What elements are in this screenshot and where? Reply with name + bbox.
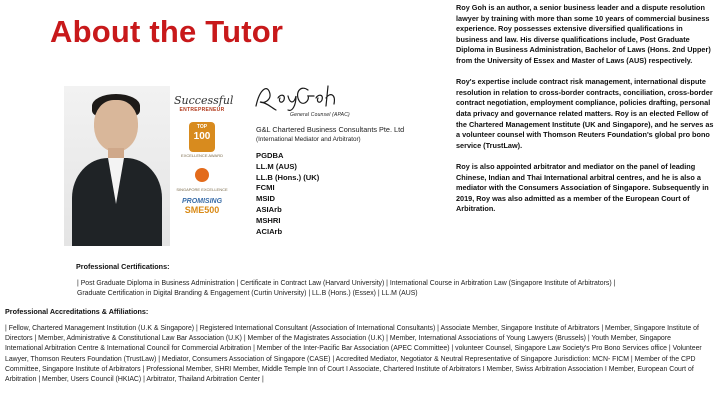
tutor-photo — [64, 86, 170, 246]
company-name: G&L Chartered Business Consultants Pte. Ltd — [256, 125, 405, 134]
bio-paragraph: Roy is also appointed arbitrator and mediator on the panel of leading Chinese, Indian and Thai International arbitral centres, and he is also a mediator with the Consumers Association of Singapore. Subsequently in 2019, Roy was also admitted as a member of the European Court of Arbitration. — [456, 161, 709, 214]
qualification-item: MSHRI — [256, 215, 281, 225]
successful-entrepreneur-award: Successful ENTREPRENEUR — [174, 94, 234, 113]
bio-paragraph: Roy's expertise include contract risk management, international dispute resolution in relation to cross-border contracts, conciliation, cross-border contract negotiation, employment compliance, policies drafting, personal data privacy and governance related matters. Roy is an elected Fellow of the Chartered Management Institute (UK and Singapore), and he serves as a volunteer counsel with Thomson Reuters Foundation's global pro bono service (TrustLaw). — [456, 77, 714, 150]
signature-caption: General Counsel (APAC) — [290, 112, 350, 118]
qualifications-list — [256, 151, 319, 237]
accreditations-text: | Fellow, Chartered Management Institution (U.K & Singapore) | Registered International Consultant (Association of International Consultants) | Associate Member, Singapore Institute of Arbitrators | Member, Singapore Institute of Directors | Member, Administrative & Constitutional Law Bar Association (U.K) | Member of the Magistrates Association (U.K) | Member, International Associations of Young Lawyers (Brussels) | Youth Member, Singapore International Arbitration Centre & International Council for Commercial Arbitration | Member of the Inter-Pacific Bar Association (APEC Committee) | volunteer Counsel, Singapore Law Society's Pro Bono Services office | Volunteer Lawyer, Thomson Reuters Foundation (TrustLaw) | Mediator, Consumers Association of Singapore (CASE) | Accredited Mediator, Negotiator & Neutral Representative of Singapore Jurisdiction: MCN- FICM | Member of the CPD Committee, Singapore Institute of Arbitrators | Professional Member, SHRI Member, Middle Temple Inn of Court I Associate, Chartered Institute of Arbitrators I Member, Swiss Arbitration Association I Member, European Court of Arbitration | Member, Users Council (HKIAC) | Arbitrator, Thailand Arbitration Center | — [5, 325, 702, 384]
bio-paragraph: Roy Goh is an author, a senior business leader and a dispute resolution lawyer by training with more than some 10 years of commercial business experience. Roy possesses extensive diversified qualifications in business and law. His diverse qualifications include, Post Graduate Diploma in Business Administration, Bachelor of Laws (Hons. 2nd Upper) from the University of Essex and Master of Laws (AUS) respectively. — [456, 3, 711, 65]
qualification-item: ACIArb — [256, 226, 283, 236]
qualification-item: LL.B (Hons.) (UK) — [256, 172, 320, 182]
qualification-item: MSID — [256, 194, 275, 204]
accreditations-heading: Professional Accreditations & Affiliations: — [5, 307, 149, 316]
top-100-badge: TOP 100 — [189, 122, 215, 152]
award-emblem-icon — [195, 168, 209, 182]
qualification-item: PGDBA — [256, 151, 284, 160]
certifications-text: | Post Graduate Diploma in Business Administration | Certificate in Contract Law (Harvard University) | International Course in Arbitration Law (Singapore Institute of Arbitrators) | Graduate Certification in Digital Branding & Engagement (Curtin University) | LL.B (Hons.) (Essex) | LL.M (AUS) — [77, 280, 616, 298]
certifications-heading: Professional Certifications: — [76, 262, 170, 271]
awards-column — [174, 86, 234, 246]
promising-sme500-award: PROMISING SME500 — [181, 198, 223, 215]
qualification-item: FCMI — [256, 183, 275, 193]
signature-graphic — [250, 80, 360, 114]
company-role: (International Mediator and Arbitrator) — [256, 136, 361, 143]
singapore-excellence-award: SINGAPORE EXCELLENCE — [174, 168, 230, 192]
page-title: About the Tutor — [50, 14, 284, 49]
biography — [456, 3, 714, 225]
qualification-item: ASIArb — [256, 204, 282, 214]
top-100-award: TOP 100 EXCELLENCE AWARD — [181, 124, 223, 158]
qualification-item: LL.M (AUS) — [256, 161, 297, 171]
